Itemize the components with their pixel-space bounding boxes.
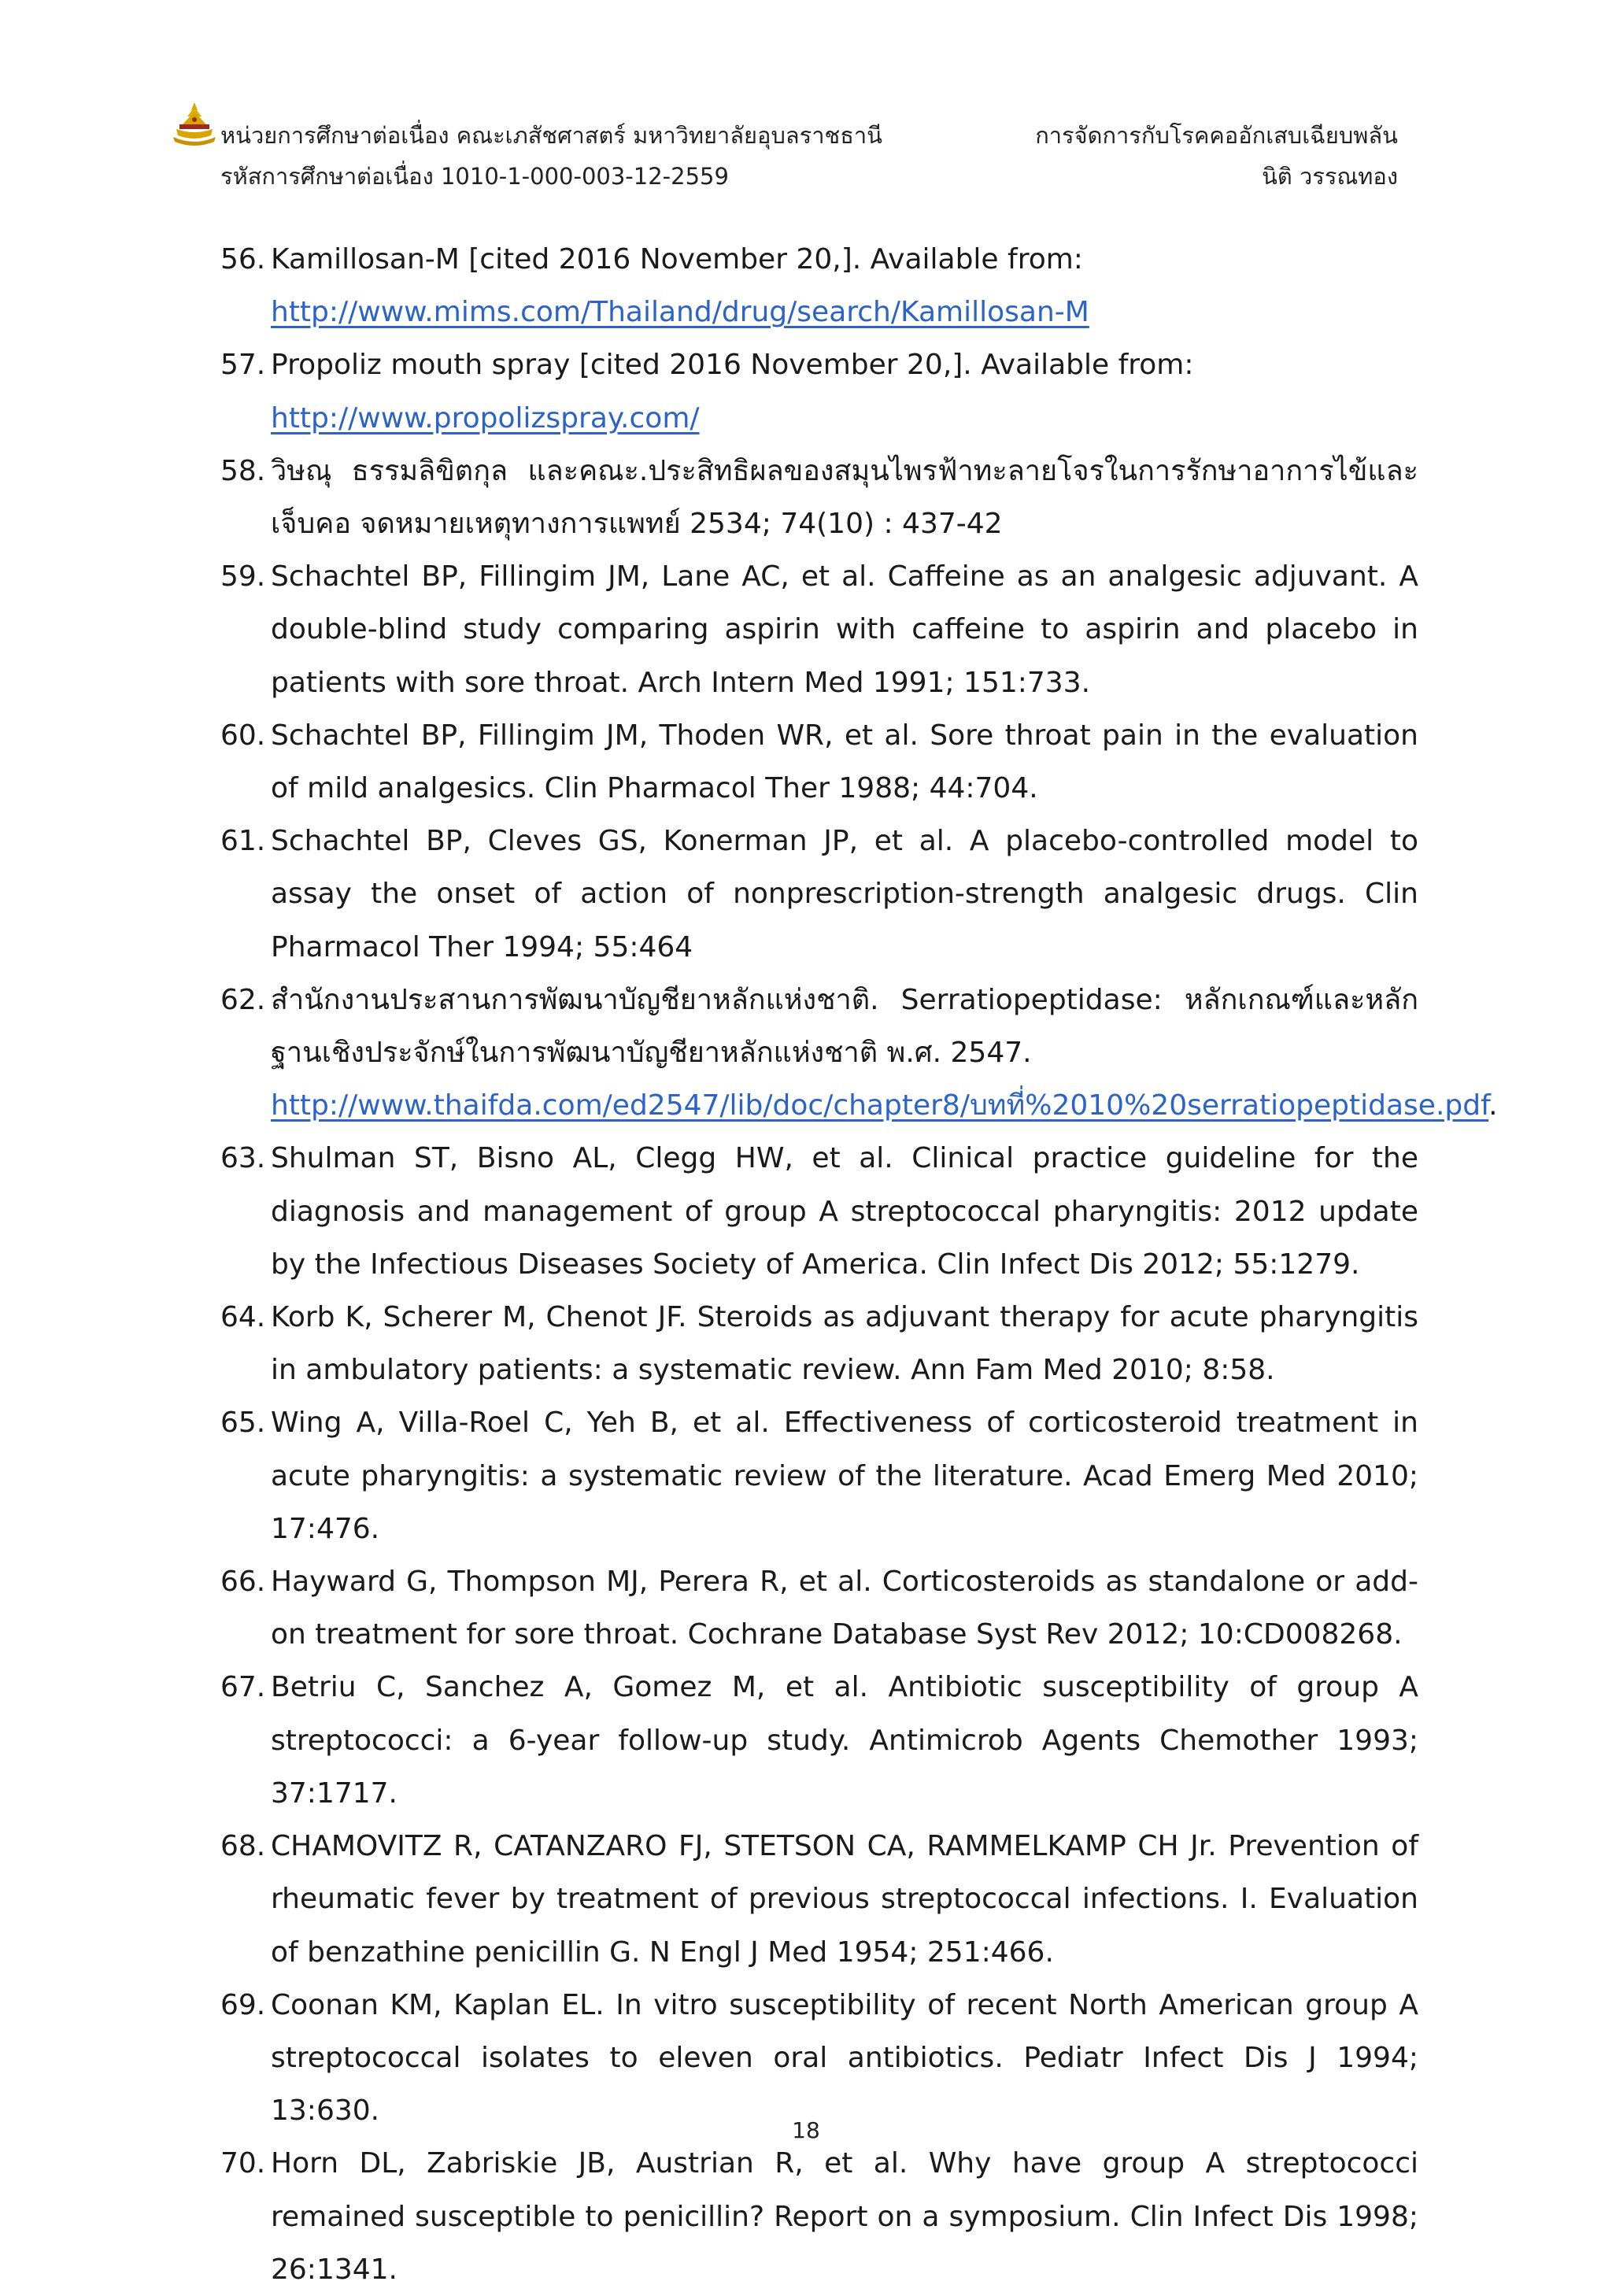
- header-course-title: การจัดการกับโรคคออักเสบเฉียบพลัน: [1035, 122, 1398, 149]
- reference-text: Wing A, Villa-Roel C, Yeh B, et al. Effectiveness of corticosteroid treatment in acute pharyngitis: a systematic review of the literature. Acad Emerg Med 2010; 17:476.: [271, 1407, 1418, 1545]
- reference-item: [220, 1291, 1418, 1396]
- page-header: [170, 98, 1398, 200]
- reference-number: 60.: [220, 719, 266, 752]
- reference-number: 61.: [220, 825, 266, 858]
- reference-number: 59.: [220, 560, 266, 593]
- reference-link-suffix: .: [1488, 1089, 1498, 1122]
- reference-number: 65.: [220, 1407, 266, 1440]
- reference-item: [220, 974, 1498, 1133]
- reference-number: 57.: [220, 349, 266, 382]
- reference-link[interactable]: http://www.thaifda.com/ed2547/lib/doc/chapter8/บทที่%2010%20serratiopeptidase.pdf: [271, 1089, 1489, 1122]
- reference-number: 58.: [220, 454, 266, 487]
- reference-number: 63.: [220, 1142, 266, 1175]
- reference-item: [220, 1661, 1418, 1820]
- reference-text: วิษณุ ธรรมลิขิตกุล และคณะ.ประสิทธิผลของสมุนไพรฟ้าทะลายโจรในการรักษาอาการไข้และเจ็บคอ จดหมายเหตุทางการแพทย์ 2534; 74(10) : 437-42: [271, 454, 1418, 541]
- reference-list: [220, 233, 1498, 2296]
- reference-item: [220, 1132, 1418, 1291]
- reference-text: CHAMOVITZ R, CATANZARO FJ, STETSON CA, RAMMELKAMP CH Jr. Prevention of rheumatic fever by treatment of previous streptococcal infections. I. Evaluation of benzathine penicillin G. N Engl J Med 1954; 251:466.: [271, 1830, 1418, 1969]
- reference-link[interactable]: http://www.mims.com/Thailand/drug/search/Kamillosan-M: [271, 296, 1089, 329]
- reference-text: Horn DL, Zabriskie JB, Austrian R, et al. Why have group A streptococci remained susceptible to penicillin? Report on a symposium. Clin Infect Dis 1998; 26:1341.: [271, 2147, 1418, 2286]
- reference-item: [220, 338, 1418, 444]
- reference-item: [220, 1979, 1418, 2138]
- reference-text: Hayward G, Thompson MJ, Perera R, et al. Corticosteroids as standalone or add-on treatment for sore throat. Cochrane Database Syst Rev 2012; 10:CD008268.: [271, 1566, 1418, 1651]
- reference-text: Schachtel BP, Fillingim JM, Thoden WR, et al. Sore throat pain in the evaluation of mild analgesics. Clin Pharmacol Ther 1988; 44:704.: [271, 719, 1418, 805]
- reference-item: [220, 815, 1418, 974]
- reference-item: [220, 2137, 1418, 2296]
- reference-number: 70.: [220, 2147, 266, 2180]
- reference-text: Shulman ST, Bisno AL, Clegg HW, et al. Clinical practice guideline for the diagnosis and management of group A streptococcal pharyngitis: 2012 update by the Infectious Diseases Society of America. Clin Infect Dis 2012; 55:1279.: [271, 1142, 1418, 1281]
- reference-item: [220, 550, 1418, 709]
- reference-number: 66.: [220, 1566, 266, 1599]
- reference-text: Coonan KM, Kaplan EL. In vitro susceptibility of recent North American group A streptococcal isolates to eleven oral antibiotics. Pediatr Infect Dis J 1994; 13:630.: [271, 1988, 1418, 2128]
- reference-link-line: [271, 1079, 1498, 1132]
- reference-number: 68.: [220, 1830, 266, 1863]
- reference-text: Betriu C, Sanchez A, Gomez M, et al. Antibiotic susceptibility of group A streptococci: a 6-year follow-up study. Antimicrob Agents Chemother 1993; 37:1717.: [271, 1671, 1418, 1810]
- reference-text: สำนักงานประสานการพัฒนาบัญชียาหลักแห่งชาติ. Serratiopeptidase: หลักเกณฑ์และหลักฐานเชิงประจักษ์ในการพัฒนาบัญชียาหลักแห่งชาติ พ.ศ. 2547.: [271, 983, 1418, 1070]
- reference-number: 69.: [220, 1988, 266, 2021]
- reference-number: 64.: [220, 1301, 266, 1334]
- header-institution: หน่วยการศึกษาต่อเนื่อง คณะเภสัชศาสตร์ มหาวิทยาลัยอุบลราชธานี: [220, 122, 882, 149]
- reference-link[interactable]: http://www.propolizspray.com/: [271, 401, 700, 434]
- header-author: นิติ วรรณทอง: [1262, 163, 1398, 190]
- reference-text: Schachtel BP, Fillingim JM, Lane AC, et al. Caffeine as an analgesic adjuvant. A double-blind study comparing aspirin with caffeine to aspirin and placebo in patients with sore throat. Arch Intern Med 1991; 151:733.: [271, 560, 1418, 699]
- reference-item: [220, 233, 1418, 338]
- reference-number: 62.: [220, 983, 266, 1016]
- reference-text: Schachtel BP, Cleves GS, Konerman JP, et al. A placebo-controlled model to assay the onset of action of nonprescription-strength analgesic drugs. Clin Pharmacol Ther 1994; 55:464: [271, 825, 1418, 963]
- reference-number: 56.: [220, 243, 266, 275]
- reference-text: Propoliz mouth spray [cited 2016 November 20,]. Available from:: [271, 349, 1194, 382]
- university-seal-icon: [172, 101, 217, 150]
- header-course-code: รหัสการศึกษาต่อเนื่อง 1010-1-000-003-12-2559: [220, 163, 729, 190]
- page-number: 18: [792, 2117, 820, 2143]
- reference-text: Korb K, Scherer M, Chenot JF. Steroids as adjuvant therapy for acute pharyngitis in ambulatory patients: a systematic review. Ann Fam Med 2010; 8:58.: [271, 1301, 1418, 1387]
- reference-number: 67.: [220, 1671, 266, 1704]
- reference-item: [220, 445, 1418, 550]
- reference-text: Kamillosan-M [cited 2016 November 20,]. Available from:: [271, 243, 1083, 275]
- reference-item: [220, 1396, 1418, 1555]
- reference-item: [220, 1555, 1418, 1661]
- reference-item: [220, 1820, 1418, 1979]
- reference-item: [220, 709, 1418, 815]
